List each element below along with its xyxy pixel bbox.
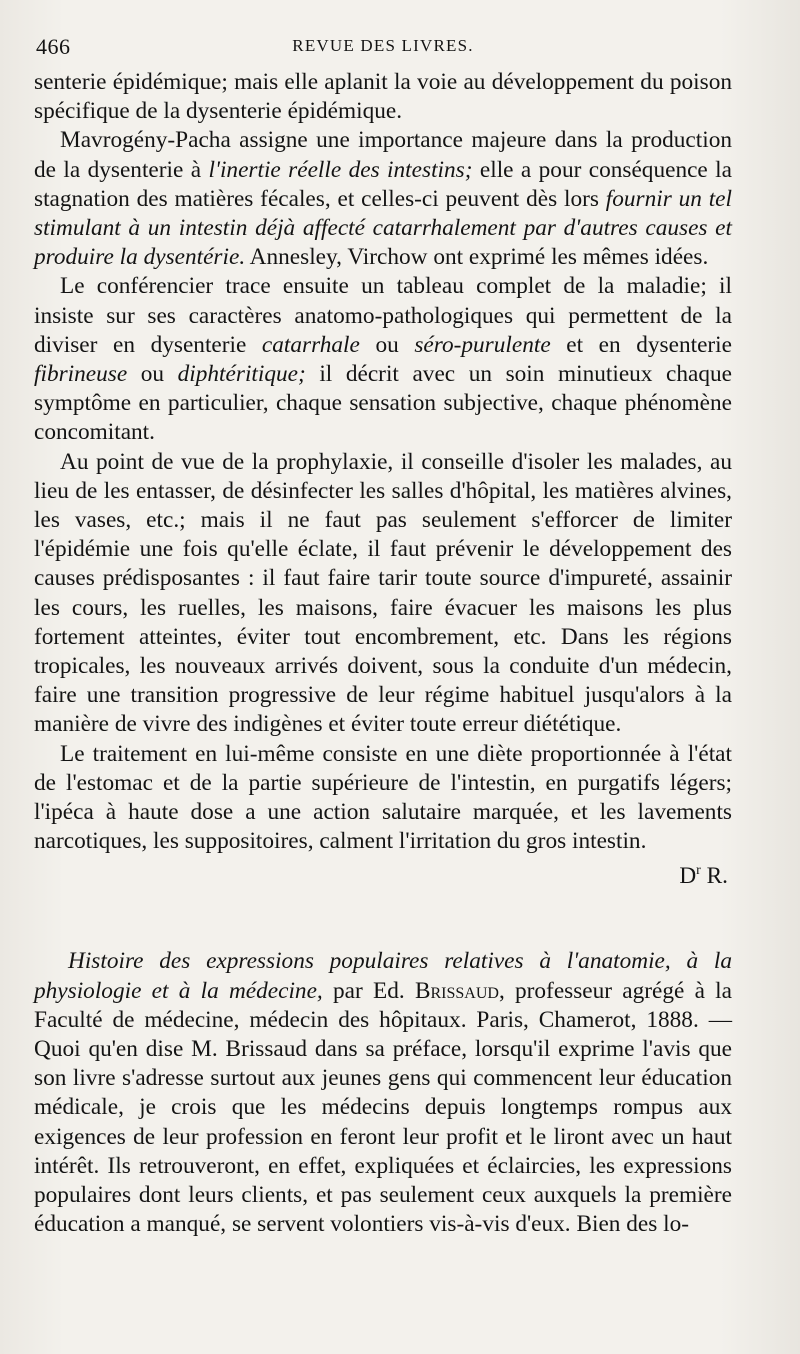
page-header xyxy=(34,28,732,68)
section-gap xyxy=(34,891,732,947)
paragraph-4 xyxy=(34,448,732,740)
signature-suffix: R. xyxy=(700,863,728,890)
text-run: et en dysenterie xyxy=(550,331,732,358)
text-run: senterie épidémique; mais elle aplanit la voie au développement du poison spécifique de la dysenterie épidémique. xyxy=(34,69,732,125)
signature-superscript: r xyxy=(696,863,701,879)
text-run: Mavrogény-Pacha assigne une importance majeure dans la production de la dysenterie à xyxy=(34,127,732,183)
book-review xyxy=(34,947,732,1239)
page-number: 466 xyxy=(36,34,71,59)
text-run: ou xyxy=(359,331,415,358)
paragraph-3 xyxy=(34,272,732,447)
text-run: ou xyxy=(127,361,178,388)
paragraph-5 xyxy=(34,740,732,857)
text-run: , professeur agrégé à la Faculté de médecine, médecin des hôpitaux. Paris, Chamerot, 1888. — Quoi qu'en dise M. Brissaud dans sa préface, lorsqu'il exprime l'avis que son livre s'adresse surtout aux jeunes gens qui commencent leur éducation médicale, je crois que les médecins depuis longtemps rompus aux exigences de leur profession en feront leur profit et le liront avec un haut intérêt. Ils retrouveront, en effet, expliquées et éclaircies, les expressions populaires dont leurs clients, et pas seulement ceux auxquels la première éducation a manqué, se servent volontiers vis-à-vis d'eux. Bien des lo- xyxy=(34,977,732,1238)
italic-run: catarrhale xyxy=(261,331,360,358)
text-run: il décrit avec un soin minutieux chaque symptôme en particulier, chaque sensation subjective, chaque phénomène concomitant. xyxy=(34,361,732,446)
review-paragraph xyxy=(34,947,732,1239)
paragraph-2 xyxy=(34,126,732,272)
text-run: Au point de vue de la prophylaxie, il conseille d'isoler les malades, au lieu de les entasser, de désinfecter les salles d'hôpital, les matières alvines, les vases, etc.; mais il ne faut pas seulement s'efforcer de limiter l'épidémie une fois qu'elle éclate, il faut prévenir le développement des causes prédisposantes : il faut faire tarir toute source d'impureté, assainir les cours, les ruelles, les maisons, faire évacuer les maisons les plus fortement atteintes, éviter tout encombrement, etc. Dans les régions tropicales, les nouveaux arrivés doivent, sous la conduite d'un médecin, faire une transition progressive de leur régime habituel jusqu'alors à la manière de vivre des indigènes et éviter toute erreur diététique. xyxy=(34,448,732,738)
article-body xyxy=(34,68,732,1239)
signature xyxy=(34,856,732,891)
signature-prefix: D xyxy=(679,863,697,890)
italic-run: diphtéritique; xyxy=(177,361,306,388)
italic-run: Histoire des expressions populaires relatives à l'anatomie, à la physiologie et à la médecine, xyxy=(34,948,732,1004)
running-head: REVUE DES LIVRES. xyxy=(292,36,474,55)
italic-run: fournir un tel stimulant à un intestin déjà affecté catarrhalement par d'autres causes et produire la dysentérie. xyxy=(34,185,732,271)
italic-run: séro-purulente xyxy=(414,331,551,358)
paragraph-1 xyxy=(34,68,732,126)
text-run: elle a pour conséquence la stagnation des matières fécales, et celles-ci peuvent dès lors xyxy=(34,156,732,212)
italic-run: l'inertie réelle des intestins; xyxy=(208,156,473,183)
text-run: Annesley, Virchow ont exprimé les mêmes idées. xyxy=(245,244,709,271)
text-run: Le conférencier trace ensuite un tableau complet de la maladie; il insiste sur ses caractères anatomo-pathologiques qui permettent de la diviser en dysenterie xyxy=(34,273,732,358)
text-run: Le traitement en lui-même consiste en une diète proportionnée à l'état de l'estomac et de la partie supérieure de l'intestin, en purgatifs légers; l'ipéca à haute dose a une action salutaire marquée, et les lavements narcotiques, les suppositoires, calment l'irritation du gros intestin. xyxy=(34,740,732,855)
italic-run: fibrineuse xyxy=(34,361,128,388)
text-run: par Ed. xyxy=(322,977,415,1004)
smallcaps-run: Brissaud xyxy=(414,977,499,1004)
